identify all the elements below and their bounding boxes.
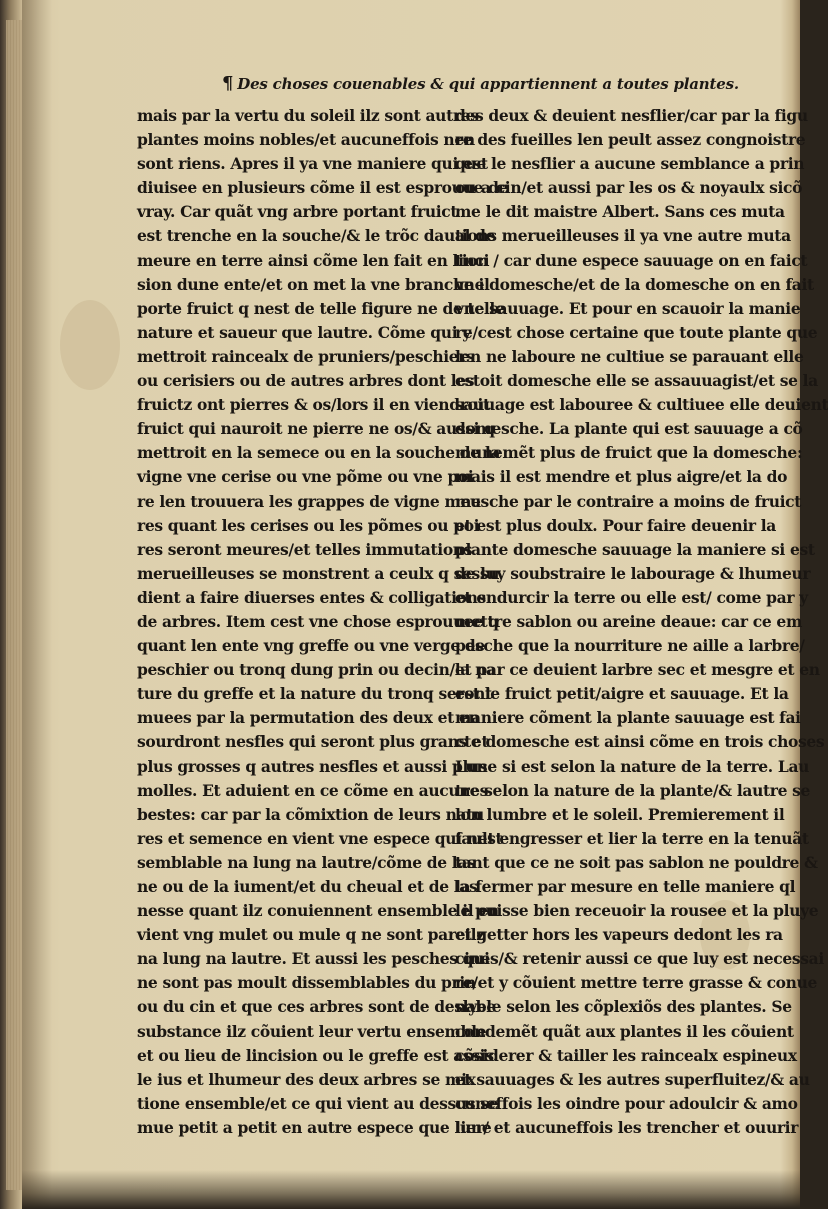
text-line: et sauuages & les autres superfluitez/& au [455, 1069, 810, 1089]
text-line: sont riens. Apres il ya vne maniere qui est [137, 154, 488, 174]
right-text-column [455, 104, 828, 1140]
text-line: tion / car dune espece sauuage on en faict [455, 250, 808, 270]
text-line: et est plus doulx. Pour faire deuenir la [455, 515, 776, 535]
text-line: vigne vne cerise ou vne põme ou vne poi [137, 467, 474, 487]
text-line: et par ce deuient larbre sec et mesgre et en [455, 660, 820, 680]
text-line: des deux & deuient nesflier/car par la figu [455, 106, 808, 125]
text-line: nature et saueur que lautre. Cõme qui y [137, 322, 471, 342]
text-line: mais il est mendre et plus aigre/et la do [455, 467, 788, 487]
text-line: Lune si est selon la nature de la terre. Lau [455, 756, 810, 776]
text-line: re/cest chose certaine que toute plante que [455, 322, 818, 342]
text-line: re len trouuera les grappes de vigne meu [137, 491, 481, 511]
gutter-shadow [22, 0, 52, 1209]
text-line: condemẽt quãt aux plantes il les cõuient [455, 1021, 794, 1041]
text-line: sourdront nesfles qui seront plus grans et [137, 732, 489, 752]
text-line: ou cerisiers ou de autres arbres dont les [137, 371, 475, 391]
page-bottom-edge [22, 1170, 800, 1209]
text-line: diuisee en plusieurs cõme il est esprouue de [137, 178, 509, 198]
text-line: ne ou de la iument/et du cheual et de las [137, 877, 478, 896]
text-line: lier/ et aucuneffois les trencher et ouurir [455, 1117, 799, 1137]
text-line: plantes moins nobles/et aucuneffois nen [137, 130, 475, 150]
text-line: tions merueilleuses il ya vne autre muta [455, 226, 791, 246]
text-line: tant que ce ne soit pas sablon ne pouldre & [455, 852, 818, 872]
running-head-text: Des choses couenables & qui appartiennent a toutes plantes. [237, 75, 739, 93]
text-line: cines/& retenir aussi ce que luy est necessai [455, 949, 824, 969]
text-line: de arbres. Item cest vne chose esprouuee q [137, 611, 499, 631]
text-line: ou du cin et que ces arbres sont de deslyee [137, 997, 496, 1017]
text-line: et getter hors les vapeurs dedont les ra [455, 925, 783, 945]
text-line: re/et y cõuient mettre terre grasse & conue [455, 973, 818, 993]
left-text-column [137, 104, 509, 1140]
text-line: munemẽt plus de fruict que la domesche: [455, 443, 803, 463]
text-line: semblable na lung na lautre/cõme de las [137, 852, 476, 872]
text-line: nesse quant ilz conuiennent ensemble il en [137, 901, 499, 921]
text-line: mettre sablon ou areine deaue: car ce em [455, 611, 802, 631]
text-line: peschier ou tronq dung prin ou decin/la na [137, 660, 496, 680]
text-line: est le fruict petit/aigre et sauuage. Et la [455, 684, 789, 704]
text-line: de luy soubstraire le labourage & lhumeur [455, 563, 811, 583]
running-head [222, 72, 739, 96]
text-line: fruict qui nauroit ne pierre ne os/& aussi q [137, 419, 495, 439]
text-line: len ne laboure ne cultiue se parauant elle [455, 346, 804, 366]
text-line: que le nesflier a aucune semblance a prin [455, 154, 805, 174]
text-line: pesche que la nourriture ne aille a larbre/ [455, 636, 805, 656]
text-line: le ius et lhumeur des deux arbres se mix [137, 1069, 476, 1089]
text-line: substance ilz cõuient leur vertu ensemble [137, 1021, 487, 1041]
text-line: molles. Et aduient en ce cõme en aucunes [137, 780, 489, 800]
text-line: muees par la permutation des deux et en [137, 708, 480, 728]
text-line: vne domesche/et de la domesche on en fait [455, 274, 814, 294]
text-line: et ou lieu de lincision ou le greffe est assis [137, 1045, 494, 1065]
text-line: me le dit maistre Albert. Sans ces muta [455, 202, 785, 222]
text-line: nable selon les cõplexiõs des plantes. Se [455, 997, 792, 1017]
text-line: cuneffois les oindre pour adoulcir & amo [455, 1093, 798, 1113]
text-line: lon lumbre et le soleil. Premierement il [455, 804, 785, 824]
pilcrow-icon: ¶ [222, 73, 234, 94]
text-line: cõsiderer & tailler les raincealx espineux [455, 1045, 797, 1065]
text-line: le puisse bien receuoir la rousee et la pluye [455, 901, 819, 921]
text-line: vray. Car quãt vng arbre portant fruict [137, 202, 458, 222]
text-line: meure en terre ainsi cõme len fait en linci [137, 250, 490, 270]
text-line: mesche par le contraire a moins de fruict [455, 491, 802, 511]
text-line: sion dune ente/et on met la vne branche il [137, 274, 490, 294]
text-line: porte fruict q nest de telle figure ne de telle [137, 298, 505, 318]
text-line: ou a cin/et aussi par les os & noyaulx sicõ [455, 178, 803, 198]
text-line: res quant les cerises ou les põmes ou poi [137, 515, 480, 535]
text-line: vient vng mulet ou mule q ne sont pareilz [137, 925, 485, 945]
text-line: merueilleuses se monstrent a ceulx q sessu [137, 563, 500, 583]
text-line: la fermer par mesure en telle maniere ql [455, 877, 796, 896]
book-page-edges [6, 20, 22, 1190]
text-line: plus grosses q autres nesfles et aussi plus [137, 756, 488, 776]
text-line: dient a faire diuerses entes & colligations [137, 587, 486, 607]
paper-stain [60, 300, 120, 390]
text-line: mais par la vertu du soleil ilz sont autres [137, 106, 479, 125]
text-line: mettroit en la semece ou en la souche de la [137, 443, 501, 463]
text-line: fault engresser et lier la terre en la tenuãt [455, 828, 809, 848]
text-line: quant len ente vng greffe ou vne verge de [137, 636, 485, 656]
text-line: estoit domesche elle se assauuagist/et se la [455, 371, 818, 391]
text-line: est trenche en la souche/& le trõc daual de [137, 226, 496, 246]
text-line: mue petit a petit en autre espece que lune [137, 1117, 492, 1137]
text-line: res seront meures/et telles immutations [137, 539, 473, 559]
text-line: maniere cõment la plante sauuage est fai [455, 708, 801, 728]
text-line: cte domesche est ainsi cõme en trois choses [455, 732, 825, 752]
text-line: ne sont pas moult dissemblables du prin [137, 973, 476, 993]
text-line: bestes: car par la cõmixtion de leurs natu [137, 804, 484, 824]
text-line: re des fueilles len peult assez congnoistre [455, 130, 806, 150]
text-line: res et semence en vient vne espece qui nest [137, 828, 503, 848]
text-line: ture du greffe et la nature du tronq seront [137, 684, 492, 704]
text-line: sauuage est labouree & cultiuee elle deuient [455, 395, 828, 415]
text-line: vne sauuage. Et pour en scauoir la manie [455, 298, 801, 318]
text-line: mettroit raincealx de pruniers/peschiers [137, 346, 475, 366]
text-line: plante domesche sauuage la maniere si est [455, 539, 815, 559]
text-line: domesche. La plante qui est sauuage a cõ [455, 419, 803, 439]
text-line: na lung na lautre. Et aussi les pesches qui [137, 949, 490, 969]
text-line: et endurcir la terre ou elle est/ come par y [455, 587, 808, 607]
text-line: tre selon la nature de la plante/& lautre se [455, 780, 811, 800]
text-line: tione ensemble/et ce qui vient au dessus se [137, 1093, 499, 1113]
text-line: fruictz ont pierres & os/lors il en viendroit [137, 395, 490, 415]
